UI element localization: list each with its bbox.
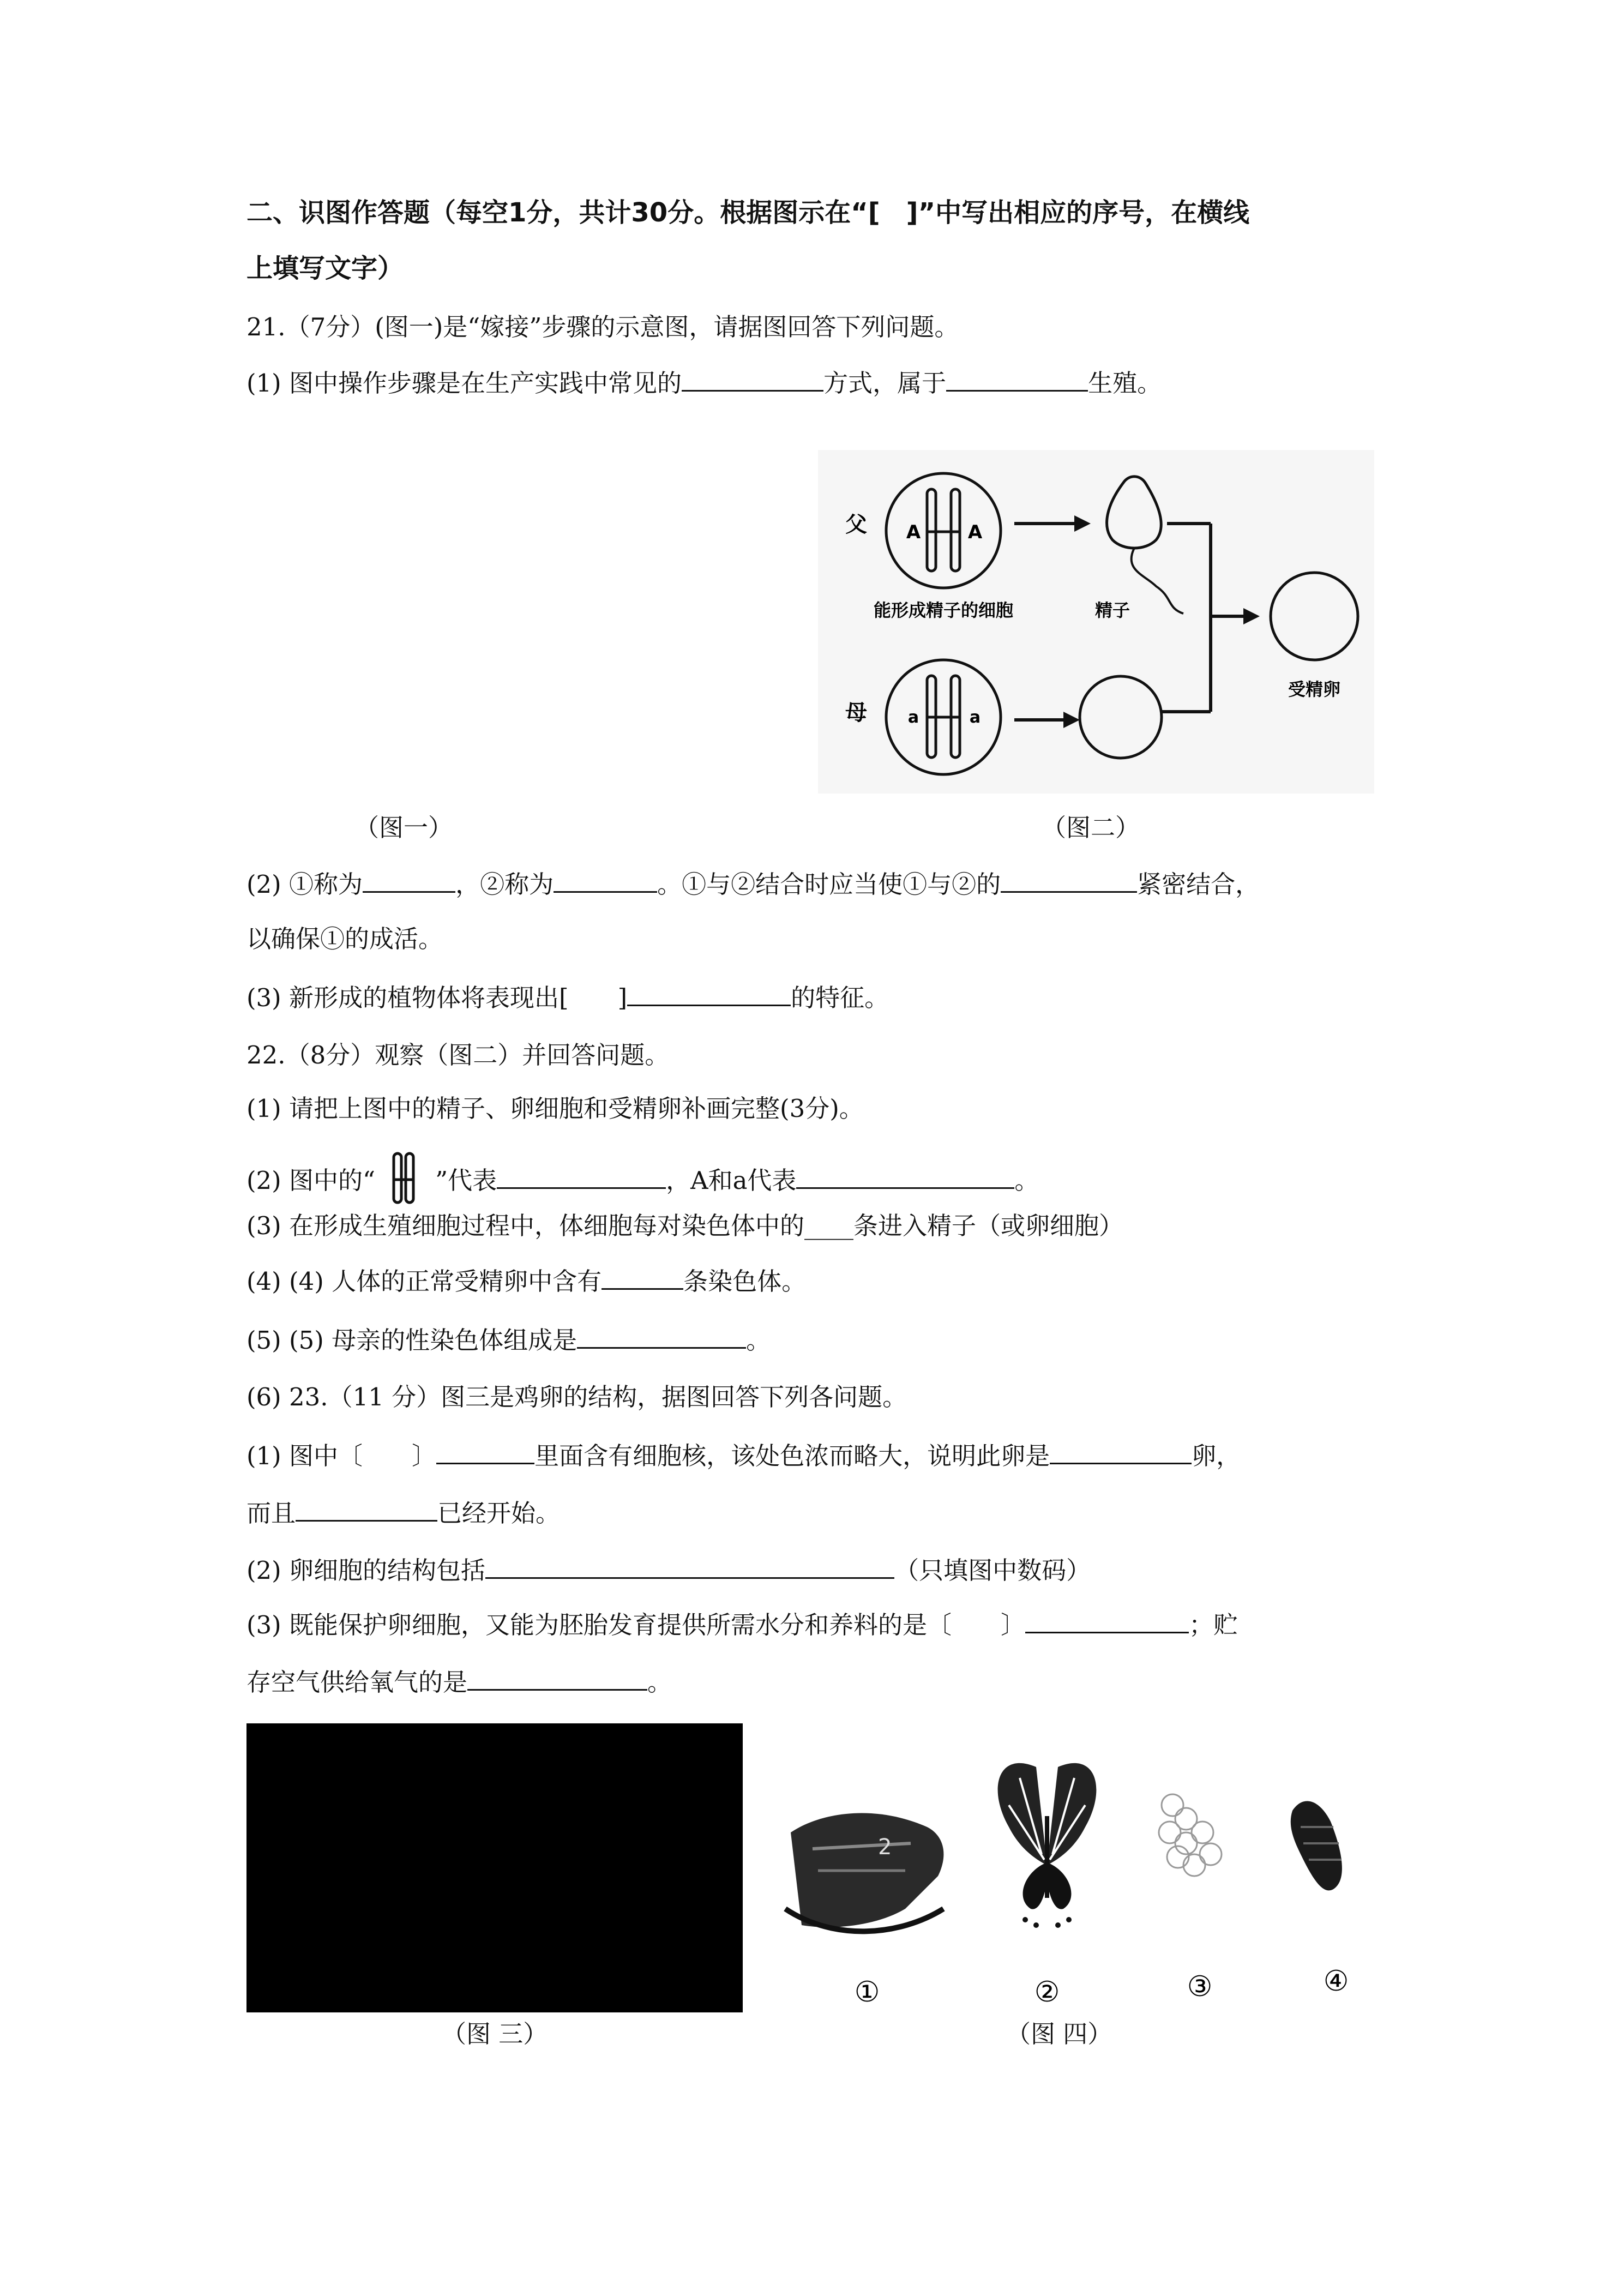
answer-blank[interactable] bbox=[1025, 1609, 1189, 1633]
figure-3-caption: （图 三） bbox=[442, 2019, 548, 2048]
q22-p2-text-b: ”代表 bbox=[435, 1166, 497, 1195]
q22-part1: (1) 请把上图中的精子、卵细胞和受精卵补画完整(3分)。 bbox=[246, 1094, 864, 1123]
q22-stem: 22.（8分）观察（图二）并回答问题。 bbox=[246, 1041, 670, 1069]
fig2-zygote-label: 受精卵 bbox=[1288, 679, 1341, 700]
q22-part4 bbox=[246, 1265, 806, 1298]
section-title-line1: 二、识图作答题（每空1分，共计30分。根据图示在“[ ]”中写出相应的序号，在横线 bbox=[246, 197, 1250, 228]
q22-p2-text-c: ，A和a代表 bbox=[666, 1166, 797, 1195]
q21-p2-text-c: 。①与②结合时应当使①与②的 bbox=[657, 870, 1001, 899]
answer-blank[interactable] bbox=[627, 982, 791, 1006]
butterfly-drawing bbox=[998, 1763, 1097, 1928]
answer-blank[interactable] bbox=[363, 868, 455, 893]
q23-p1-line2-text-a: 而且 bbox=[246, 1499, 296, 1528]
q21-p2-text-a: (2) ①称为 bbox=[246, 870, 363, 899]
fig4-label-4: ④ bbox=[1323, 1965, 1349, 1998]
answer-blank[interactable] bbox=[467, 1666, 647, 1691]
figure-2-caption: （图二） bbox=[1042, 813, 1140, 842]
q21-p3-text-b: 的特征。 bbox=[791, 983, 889, 1012]
q21-p2-text-d: 紧密结合， bbox=[1137, 870, 1260, 899]
q21-stem: 21.（7分）(图一)是“嫁接”步骤的示意图，请据图回答下列问题。 bbox=[246, 312, 959, 341]
q22-p5-text-b: 。 bbox=[746, 1326, 771, 1355]
fig2-father-label: 父 bbox=[845, 512, 867, 537]
q23-p1-line2-text-b: 已经开始。 bbox=[437, 1499, 561, 1528]
q22-p2-text-d: 。 bbox=[1014, 1166, 1039, 1195]
q23-p2-text-b: （只填图中数码） bbox=[894, 1556, 1091, 1585]
larva-drawing bbox=[785, 1813, 943, 1932]
section-title-line2: 上填写文字） bbox=[246, 253, 404, 284]
q22-p4-text-a: (4) (4) 人体的正常受精卵中含有 bbox=[246, 1267, 602, 1296]
q23-stem: (6) 23.（11 分）图三是鸡卵的结构，据图回答下列各问题。 bbox=[246, 1383, 907, 1411]
q23-part1-line2 bbox=[246, 1497, 560, 1530]
q21-part2 bbox=[246, 868, 1260, 901]
fig2-cell-label: 能形成精子的细胞 bbox=[873, 600, 1014, 621]
q23-p3-text-a: (3) 既能保护卵细胞，又能为胚胎发育提供所需水分和养料的是〔 〕 bbox=[246, 1610, 1026, 1639]
q21-part2-line2: 以确保①的成活。 bbox=[246, 924, 443, 953]
q22-p4-text-b: 条染色体。 bbox=[683, 1267, 807, 1296]
q23-p1-text-b: 里面含有细胞核，该处色浓而略大，说明此卵是 bbox=[534, 1441, 1050, 1470]
q23-part3-line2 bbox=[246, 1666, 672, 1699]
q23-p1-text-a: (1) 图中〔 〕 bbox=[246, 1441, 437, 1470]
q22-p2-text-a: (2) 图中的“ bbox=[246, 1166, 376, 1195]
q21-p1-text-b: 方式，属于 bbox=[823, 369, 947, 398]
q23-part1 bbox=[246, 1440, 1241, 1472]
answer-blank[interactable] bbox=[485, 1554, 894, 1579]
gene-label-A: A bbox=[967, 521, 983, 543]
q23-p1-text-c: 卵， bbox=[1192, 1441, 1241, 1470]
answer-blank[interactable] bbox=[602, 1265, 683, 1290]
answer-blank[interactable] bbox=[946, 367, 1088, 392]
answer-blank[interactable] bbox=[497, 1164, 666, 1189]
answer-blank[interactable] bbox=[296, 1497, 437, 1522]
fig4-label-2: ② bbox=[1034, 1976, 1060, 2009]
answer-blank[interactable] bbox=[682, 367, 823, 392]
pupa-drawing bbox=[1291, 1801, 1342, 1891]
gene-label-A: A bbox=[906, 521, 921, 543]
chromosome-icon bbox=[375, 1167, 435, 1199]
fig4-label-1: ① bbox=[854, 1976, 880, 2009]
q23-p3-text-b: ；贮 bbox=[1189, 1610, 1238, 1639]
answer-blank[interactable] bbox=[796, 1164, 1014, 1189]
gene-label-a: a bbox=[969, 708, 981, 727]
q21-p1-text-c: 生殖。 bbox=[1088, 369, 1162, 398]
figure-4-caption: （图 四） bbox=[1006, 2019, 1112, 2048]
q22-part3: (3) 在形成生殖细胞过程中，体细胞每对染色体中的____条进入精子（或卵细胞） bbox=[246, 1211, 1124, 1240]
q23-p3-line2-text-b: 。 bbox=[647, 1668, 672, 1697]
q21-p3-text-a: (3) 新形成的植物体将表现出[ ] bbox=[246, 983, 628, 1012]
q22-p5-text-a: (5) (5) 母亲的性染色体组成是 bbox=[246, 1326, 578, 1355]
answer-blank[interactable] bbox=[554, 868, 657, 893]
q23-p2-text-a: (2) 卵细胞的结构包括 bbox=[246, 1556, 486, 1585]
answer-blank[interactable] bbox=[577, 1324, 746, 1349]
q23-part2 bbox=[246, 1554, 1091, 1587]
q21-p1-text-a: (1) 图中操作步骤是在生产实践中常见的 bbox=[246, 369, 682, 398]
fig4-label-3: ③ bbox=[1187, 1970, 1213, 2003]
eggs-drawing bbox=[1159, 1794, 1222, 1876]
figure-1-caption: （图一） bbox=[354, 813, 453, 842]
fig2-mother-label: 母 bbox=[845, 700, 867, 725]
q21-part3 bbox=[246, 982, 889, 1014]
q23-part3 bbox=[246, 1609, 1238, 1642]
answer-blank[interactable] bbox=[436, 1440, 534, 1464]
q23-p3-line2-text-a: 存空气供给氧气的是 bbox=[246, 1668, 468, 1697]
figure-3-image bbox=[246, 1723, 743, 2012]
answer-blank[interactable] bbox=[1050, 1440, 1192, 1464]
answer-blank[interactable] bbox=[1001, 868, 1137, 893]
gene-label-a: a bbox=[907, 708, 919, 727]
fig2-sperm-label: 精子 bbox=[1094, 600, 1130, 621]
q21-p2-text-b: ，②称为 bbox=[455, 870, 554, 899]
figure-4-image bbox=[780, 1745, 1385, 2029]
q21-part1 bbox=[246, 367, 1162, 400]
q22-part5 bbox=[246, 1324, 771, 1357]
q22-part2 bbox=[246, 1164, 1039, 1199]
figure-2-diagram bbox=[818, 450, 1374, 794]
svg-text:2: 2 bbox=[878, 1835, 892, 1860]
